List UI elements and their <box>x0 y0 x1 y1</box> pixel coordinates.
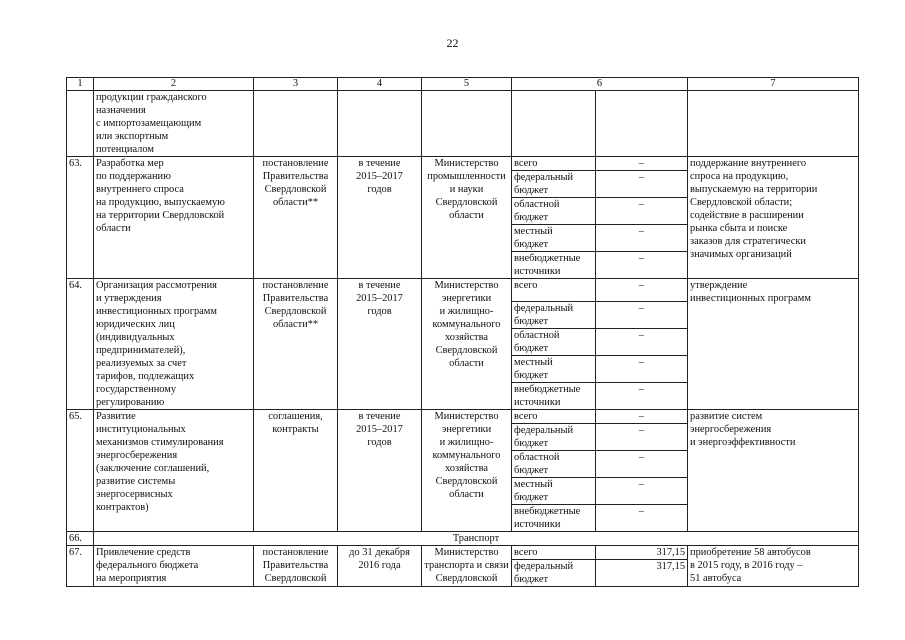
section-row <box>67 532 859 546</box>
funding-value: – <box>596 451 688 478</box>
column-number-4: 4 <box>338 78 422 91</box>
page-number: 22 <box>446 36 459 50</box>
document-form: постановление Правительства Свердловской <box>254 546 338 587</box>
funding-value: – <box>596 383 688 410</box>
funding-source: федеральный бюджет <box>512 302 596 329</box>
funding-value: – <box>596 198 688 225</box>
funding-source: местный бюджет <box>512 356 596 383</box>
row-number: 65. <box>67 410 94 532</box>
column-number-2: 2 <box>94 78 254 91</box>
expected-result: утверждение инвестиционных программ <box>688 279 859 410</box>
executor: Министерство промышленности и науки Свердловской области <box>422 157 512 279</box>
column-number-7: 7 <box>688 78 859 91</box>
funding-source: всего <box>512 546 596 560</box>
execution-term: в течение 2015–2017 годов <box>338 279 422 410</box>
empty-cell <box>688 91 859 157</box>
funding-source: федеральный бюджет <box>512 560 596 587</box>
executor: Министерство энергетики и жилищно- коммунального хозяйства Свердловской области <box>422 279 512 410</box>
row-number: 66. <box>67 532 94 546</box>
document-form: постановление Правительства Свердловской области** <box>254 279 338 410</box>
funding-value: 317,15 <box>596 560 688 587</box>
row-number: 64. <box>67 279 94 410</box>
document-form: постановление Правительства Свердловской области** <box>254 157 338 279</box>
funding-value: – <box>596 356 688 383</box>
measure-name: Развитие институциональных механизмов стимулирования энергосбережения (заключение соглашений, развитие системы энергосервисных контрактов) <box>94 410 254 532</box>
funding-source: всего <box>512 410 596 424</box>
table-row <box>67 157 859 171</box>
funding-source: внебюджетные источники <box>512 383 596 410</box>
measure-name: Привлечение средств федерального бюджета на мероприятия <box>94 546 254 587</box>
execution-term: в течение 2015–2017 годов <box>338 157 422 279</box>
measures-table <box>66 77 859 587</box>
expected-result: поддержание внутреннего спроса на продукцию, выпускаемую на территории Свердловской области; содействие в расширении рынка сбыта и поиске заказов для стратегически значимых организаций <box>688 157 859 279</box>
expected-result: развитие систем энергосбережения и энергоэффективности <box>688 410 859 532</box>
funding-value: – <box>596 279 688 302</box>
empty-cell <box>254 91 338 157</box>
measure-name: продукции гражданского назначения с импортозамещающим или экспортным потенциалом <box>94 91 254 157</box>
funding-source: федеральный бюджет <box>512 171 596 198</box>
funding-value: – <box>596 252 688 279</box>
table-row <box>67 546 859 560</box>
row-number <box>67 91 94 157</box>
funding-source: всего <box>512 279 596 302</box>
funding-source: внебюджетные источники <box>512 252 596 279</box>
column-number-3: 3 <box>254 78 338 91</box>
funding-value: – <box>596 505 688 532</box>
funding-source: местный бюджет <box>512 225 596 252</box>
funding-value: 317,15 <box>596 546 688 560</box>
empty-cell <box>596 91 688 157</box>
section-title: Транспорт <box>94 532 859 546</box>
document-form: соглашения, контракты <box>254 410 338 532</box>
funding-source: областной бюджет <box>512 329 596 356</box>
table-row <box>67 279 859 302</box>
column-number-1: 1 <box>67 78 94 91</box>
empty-cell <box>338 91 422 157</box>
measure-name: Организация рассмотрения и утверждения инвестиционных программ юридических лиц (индивидуальных предпринимателей), реализуемых за счет тарифов, подлежащих государственному регулированию <box>94 279 254 410</box>
funding-value: – <box>596 302 688 329</box>
funding-source: федеральный бюджет <box>512 424 596 451</box>
column-number-5: 5 <box>422 78 512 91</box>
execution-term: в течение 2015–2017 годов <box>338 410 422 532</box>
funding-value: – <box>596 329 688 356</box>
expected-result: приобретение 58 автобусов в 2015 году, в 2016 году – 51 автобуса <box>688 546 859 587</box>
table-row-continuation <box>67 91 859 157</box>
funding-value: – <box>596 171 688 198</box>
executor: Министерство транспорта и связи Свердловской <box>422 546 512 587</box>
funding-value: – <box>596 424 688 451</box>
funding-value: – <box>596 478 688 505</box>
funding-value: – <box>596 410 688 424</box>
executor: Министерство энергетики и жилищно- коммунального хозяйства Свердловской области <box>422 410 512 532</box>
funding-value: – <box>596 157 688 171</box>
column-number-row <box>67 78 859 91</box>
execution-term: до 31 декабря 2016 года <box>338 546 422 587</box>
empty-cell <box>422 91 512 157</box>
funding-source: местный бюджет <box>512 478 596 505</box>
funding-source: внебюджетные источники <box>512 505 596 532</box>
funding-source: областной бюджет <box>512 198 596 225</box>
column-number-6: 6 <box>512 78 688 91</box>
funding-value: – <box>596 225 688 252</box>
row-number: 67. <box>67 546 94 587</box>
table-row <box>67 410 859 424</box>
funding-source: областной бюджет <box>512 451 596 478</box>
funding-source: всего <box>512 157 596 171</box>
empty-cell <box>512 91 596 157</box>
measure-name: Разработка мер по поддержанию внутреннего спроса на продукцию, выпускаемую на территории Свердловской области <box>94 157 254 279</box>
row-number: 63. <box>67 157 94 279</box>
